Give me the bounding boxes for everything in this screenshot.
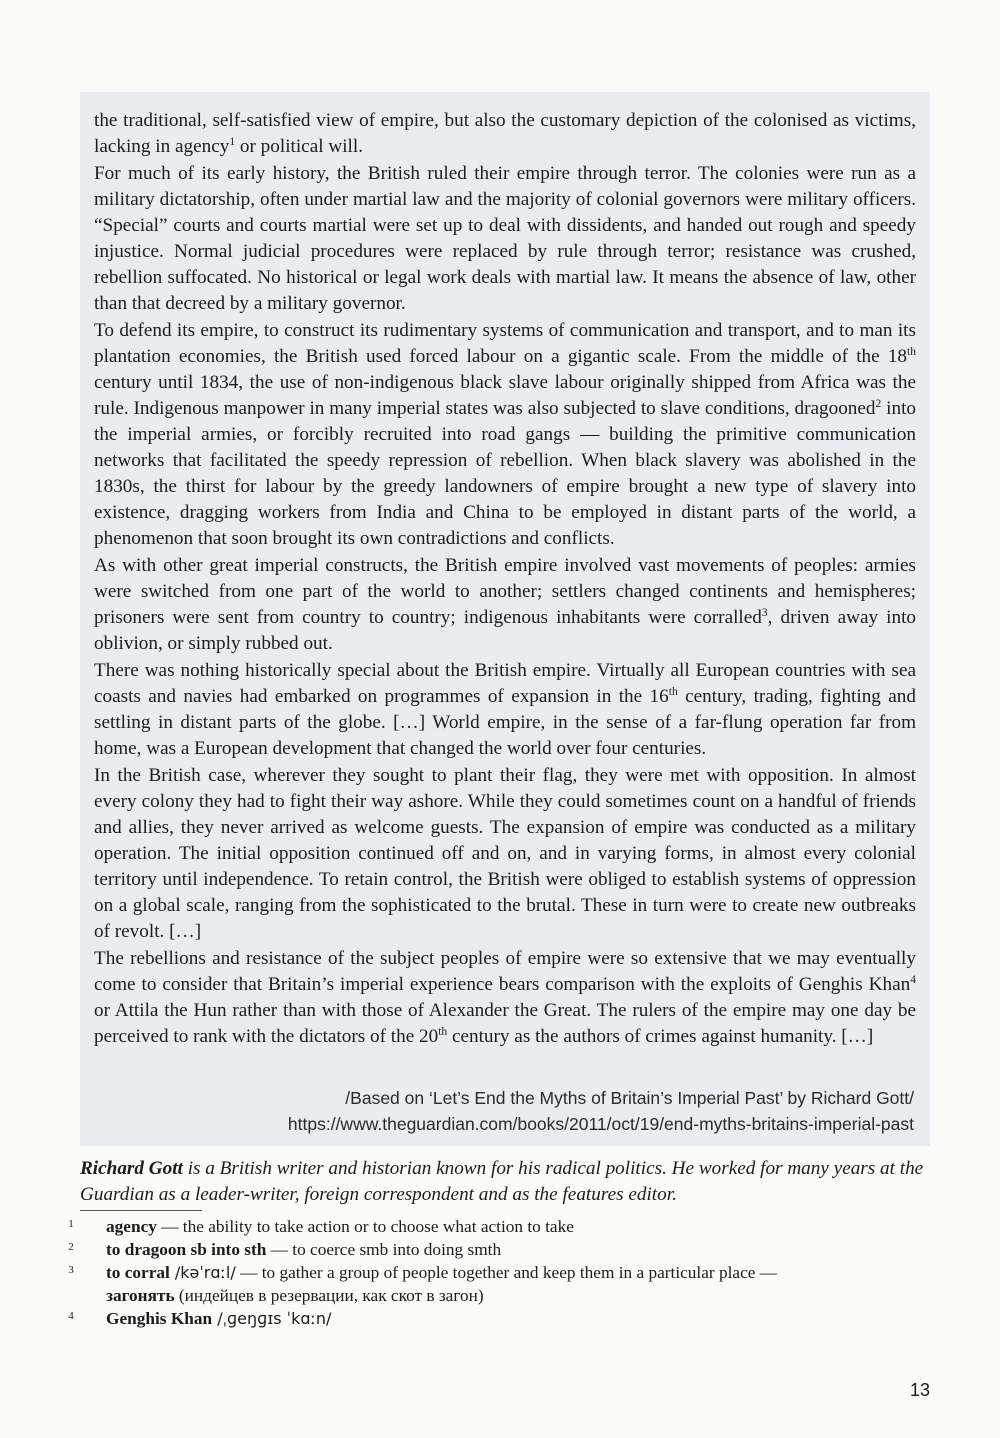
footnote-term: to dragoon sb into sth — [106, 1240, 267, 1259]
footnote-pronunciation: /ˌɡeŋɡɪs ˈkɑːn/ — [212, 1309, 332, 1328]
footnote-term: agency — [106, 1217, 157, 1236]
footnote-divider — [80, 1210, 202, 1211]
footnote-number: 2 — [68, 1241, 74, 1253]
footnotes — [66, 1215, 926, 1330]
paragraph-4: As with other great imperial constructs, the British empire involved vast movements of peoples: armies were switched from one part of the world to another; settlers changed continents and hemispheres; prisoners were sent from country to country; indigenous inhabitants were corralled$^3$, driven away into oblivion, or simply rubbed out. — [94, 555, 916, 654]
paragraph-6: In the British case, wherever they sought to plant their flag, they were met with opposition. In almost every colony they had to fight their way ashore. While they could sometimes count on a handful of friends and allies, they never arrived as welcome guests. The expansion of empire was conducted as a military operation. The initial opposition continued off and on, and in varying forms, in almost every colonial territory until independence. To retain control, the British were obliged to establish systems of oppression on a global scale, ranging from the sophisticated to the brutal. These in turn were to create new outbreaks of revolt. […] — [94, 765, 916, 942]
source-citation — [74, 1085, 914, 1137]
citation-url: https://www.theguardian.com/books/2011/oct/19/end-myths-britains-imperial-past — [287, 1114, 914, 1134]
superscript-th: th — [438, 1026, 448, 1039]
footnote-ref-4: 4 — [910, 974, 916, 987]
footnote — [66, 1215, 926, 1238]
footnote-definition: — the ability to take action or to choose what action to take — [156, 1217, 574, 1236]
footnote-number: 4 — [68, 1310, 74, 1322]
paragraph-2: For much of its early history, the British ruled their empire through terror. The colonies were run as a military dictatorship, often under martial law and the majority of colonial governors were military officers. “Special” courts and courts martial were set up to deal with dissidents, and handed out rough and speedy injustice. Normal judicial procedures were replaced by rule through terror; resistance was crushed, rebellion suffocated. No historical or legal work deals with martial law. It means the absence of law, other than that decreed by a military governor. — [94, 163, 916, 314]
footnote-term: to corral — [106, 1263, 170, 1282]
paragraph-5: There was nothing historically special about the British empire. Virtually all European countries with sea coasts and navies had embarked on programmes of expansion in the 16th century, trading, fighting and settling in distant parts of the globe. […] World empire, in the sense of a far-flung operation far from home, was a European development that changed the world over four centuries. — [94, 660, 916, 759]
footnote-pronunciation: /kəˈrɑːl/ — [169, 1263, 236, 1282]
author-name: Richard Gott — [80, 1158, 183, 1179]
footnote-term: Genghis Khan — [106, 1309, 213, 1328]
paragraph-7: The rebellions and resistance of the subject peoples of empire were so extensive that we may eventually come to consider that Britain’s imperial experience bears comparison with the exploits of Genghis Khan$^4$ or Attila the Hun rather than with those of Alexander the Great. The rulers of the empire may one day be perceived to rank with the dictators of the 20th century as the authors of crimes against humanity. […] — [94, 948, 916, 1047]
footnote — [66, 1307, 926, 1330]
author-note — [80, 1156, 926, 1208]
superscript-th: th — [907, 346, 916, 359]
footnote-definition: — to coerce smb into doing smth — [266, 1240, 502, 1259]
footnote-number: 1 — [68, 1218, 74, 1230]
citation-line: /Based on ‘Let’s End the Myths of Britain’s Imperial Past’ by Richard Gott/ — [345, 1088, 914, 1108]
footnote-number: 3 — [68, 1264, 74, 1276]
footnote — [66, 1261, 926, 1307]
footnote-translation-note: (индейцев в резервации, как скот в загон) — [174, 1286, 484, 1305]
footnote-translation: загонять — [106, 1286, 175, 1305]
superscript-th: th — [668, 686, 678, 699]
reading-passage — [94, 108, 916, 1050]
footnote — [66, 1238, 926, 1261]
footnote-definition: — to gather a group of people together and keep them in a particular place — — [235, 1263, 778, 1282]
page-number: 13 — [909, 1380, 930, 1400]
paragraph-3: To defend its empire, to construct its rudimentary systems of communication and transport, and to man its plantation economies, the British used forced labour on a gigantic scale. From the middle of the 18th century until 1834, the use of non-indigenous black slave labour originally shipped from Africa was the rule. Indigenous manpower in many imperial states was also subjected to slave conditions, dragooned$^2$ into the imperial armies, or forcibly recruited into road gangs — building the primitive communication networks that facilitated the speedy repression of rebellion. When black slavery was abolished in the 1830s, the thirst for labour by the greedy landowners of empire brought a new type of slavery into existence, dragging workers from India and China to be employed in distant parts of the world, a phenomenon that soon brought its own contradictions and conflicts. — [94, 320, 916, 549]
footnote-ref-3: 3 — [761, 607, 768, 620]
paragraph-1: the traditional, self-satisfied view of empire, but also the customary depiction of the colonised as victims, lacking in agency$^1$ or political will. — [94, 110, 916, 157]
footnote-ref-1: 1 — [229, 136, 236, 149]
footnote-ref-2: 2 — [875, 398, 882, 411]
author-description: is a British writer and historian known for his radical politics. He worked for many years at the Guardian as a leader-writer, foreign correspondent and as the features editor. — [80, 1158, 924, 1205]
